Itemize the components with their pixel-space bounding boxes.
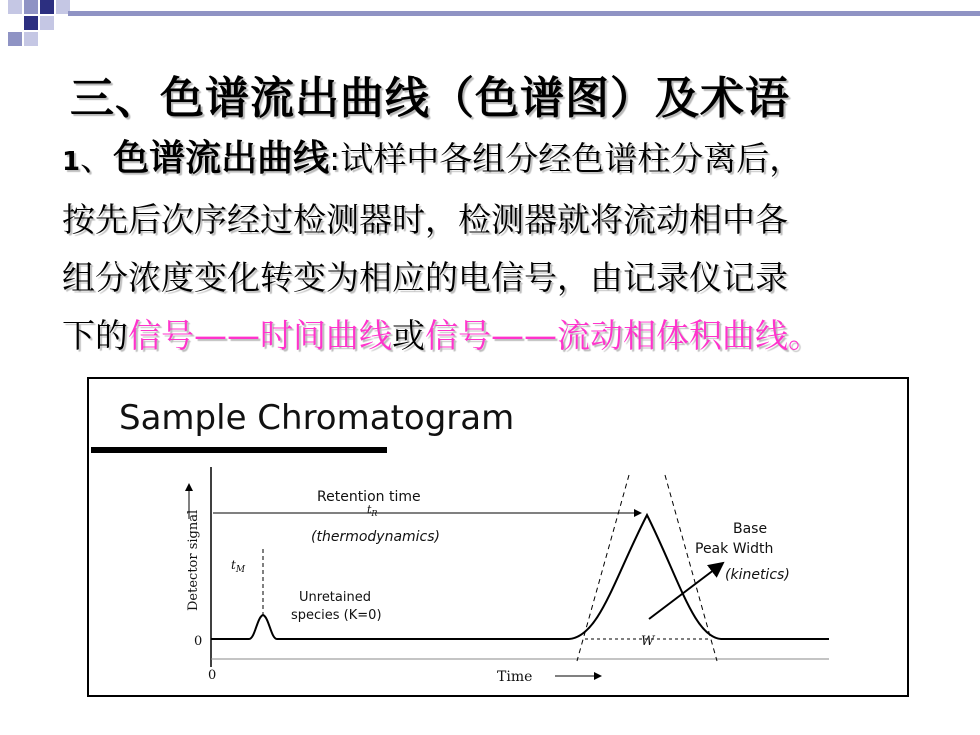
peak-width-label: Peak Width [695,541,774,557]
line4-text-a: 下的 [62,316,128,355]
thermodynamics-label: (thermodynamics) [311,529,441,545]
right-tangent [665,475,717,661]
figure-title: Sample Chromatogram [119,398,515,438]
line1-text: 试样中各组分经色谱柱分离后， [340,139,803,178]
base-label: Base [733,521,768,537]
term-label: 色谱流出曲线 [113,138,330,179]
decorative-squares [0,0,90,60]
tm-label: $t_M$ [231,558,246,575]
item-number: 1 [62,147,81,177]
chromatogram-figure [87,377,909,697]
paragraph-line-3: 组分浓度变化转变为相应的电信号，由记录仪记录 [62,258,788,297]
y-axis-label: Detector signal [186,509,201,611]
chromatogram-svg [89,379,907,695]
x-zero-label: 0 [208,668,217,683]
signal-time-curve: 信号——时间曲线 [128,316,392,355]
y-zero-label: 0 [194,634,203,649]
line4-text-or: 或 [392,316,425,355]
definition-paragraph [62,130,962,365]
slide-title: 三、色谱流出曲线（色谱图）及术语 [70,73,790,124]
tr-label: $t_R$ [367,503,378,518]
item-separator: 、 [80,139,114,178]
kinetics-label: (kinetics) [725,567,790,583]
paragraph-line-4 [62,307,962,365]
peak-width-arrow [649,563,723,619]
x-axis-label: Time [497,669,533,685]
paragraph-line-2: 按先后次序经过检测器时，检测器就将流动相中各 [62,200,788,239]
unretained-label-1: Unretained [299,590,371,605]
header-rule [68,11,980,16]
paragraph-line-1 [62,130,962,191]
retention-time-label: Retention time [317,489,421,505]
w-label: W [641,634,655,649]
unretained-label-2: species (K=0) [291,608,382,623]
title-underline [91,447,387,453]
signal-volume-curve: 信号——流动相体积曲线。 [425,316,821,355]
term-colon: : [329,139,341,178]
